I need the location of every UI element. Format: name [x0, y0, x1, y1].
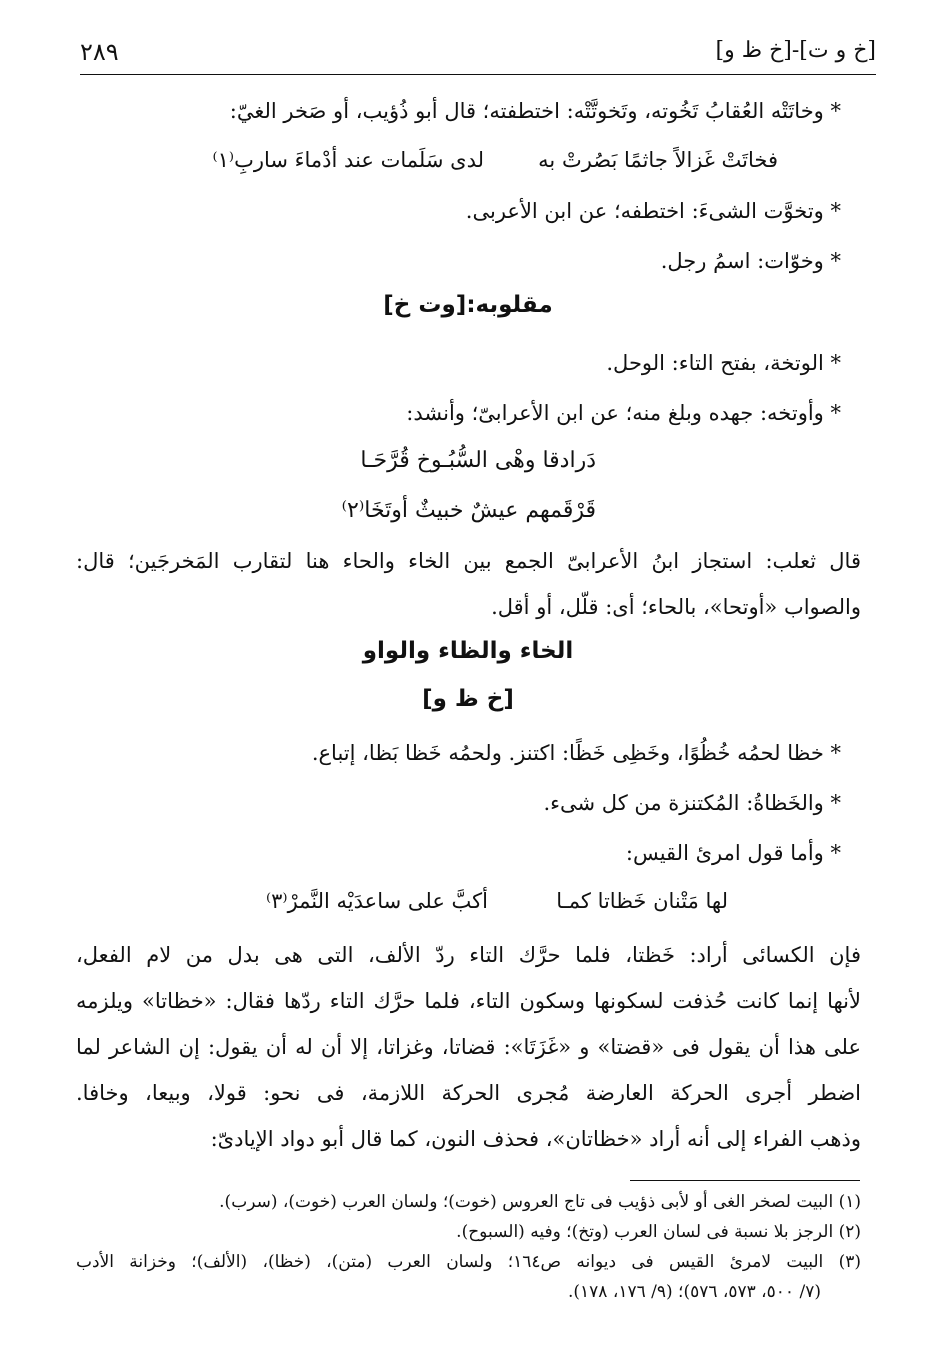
rajaz-line-2: قَرْقَمهم عيشٌ خبيثٌ أوتَخَا⁽٢⁾	[341, 498, 596, 523]
heading-maqlub: مقلوبه:[وت خ]	[383, 292, 553, 318]
entry-line-2: * وتخوَّت الشىءَ: اختطفه؛ عن ابن الأعربى.	[465, 199, 841, 223]
rajaz-line-1: دَرادقا وهْى السُّبُـوخ قُرَّحَـا	[360, 448, 596, 473]
footnote-1: (١) البيت لصخر الغى أو لأبى ذؤيب فى تاج العروس (خوت)؛ ولسان العرب (خوت)، (سرب).	[219, 1192, 861, 1212]
verse-2-hemistich-1: لها مَتْنان خَظاتا كمـا	[556, 889, 728, 913]
paragraph-line-3: فإن الكسائى أراد: خَظتا، فلما حرَّك التاء ردّ الألف، التى هى بدل من لام الفعل،	[76, 943, 861, 967]
entry-line-8: * وأما قول امرئ القيس:	[625, 841, 841, 865]
footnote-3-line-1: (٣) البيت لامرئ القيس فى ديوانه ص١٦٤؛ ولسان العرب (متن)، (خظا)، (الألف)؛ وخزانة الأدب	[76, 1252, 861, 1272]
verse-2-hemistich-2: أكبَّ على ساعدَيْه النَّمرْ⁽٣⁾	[265, 889, 488, 913]
paragraph-line-2: والصواب «أوتحا»، بالحاء؛ أى: قلّل، أو أقل.	[491, 595, 861, 619]
root-heading: [خ ظ و]	[422, 686, 514, 712]
entry-line-3: * وخوّات: اسمُ رجل.	[660, 249, 841, 273]
entry-line-5: * وأوتخه: جهده وبلغ منه؛ عن ابن الأعرابىّ؛ وأنشد:	[406, 401, 841, 425]
entry-line-6: * خظا لحمُه خُظُوًا، وخَظِى خَظًا: اكتنز. ولحمُه خَظا بَظا، إتباع.	[311, 741, 841, 765]
verse-1-hemistich-1: فخاتَتْ غَزالاً جاثمًا بَصُرتْ به	[538, 148, 778, 172]
paragraph-line-7: وذهب الفراء إلى أنه أراد «خظاتان»، فحذف النون، كما قال أبو دواد الإيادىّ:	[210, 1127, 861, 1151]
entry-line-1: * وخاتَتْه العُقابُ تَخُوته، وتَخوتَّتْه: اختطفته؛ قال أبو ذُؤيب، أو صَخر الغيّ:	[229, 99, 841, 123]
footnote-rule	[630, 1180, 860, 1181]
footnote-2: (٢) الرجز بلا نسبة فى لسان العرب (وتخ)؛ وفيه (السبوح).	[456, 1222, 861, 1242]
paragraph-line-4: لأنها إنما كانت حُذفت لسكونها وسكون التاء، فلما حرَّك التاء ردّها فقال: «خظاتا» ويلزمه	[76, 989, 861, 1013]
entry-line-7: * والخَظاةُ: المُكتنزة من كل شىء.	[543, 791, 841, 815]
paragraph-line-1: قال ثعلب: استجاز ابنُ الأعرابىّ الجمع بين الخاء والحاء هنا لتقارب المَخرجَين؛ قال:	[76, 549, 861, 573]
entry-line-4: * الوتخة، بفتح التاء: الوحل.	[606, 351, 841, 375]
paragraph-line-5: على هذا أن يقول فى «قضتا» و «غَزَتَا»: قضاتا، وغزاتا، إلا أن له أن يقول: إن الشاعر لما	[76, 1035, 861, 1059]
verse-1-hemistich-2: لدى سَلَمات عند أدْماءَ ساربِ⁽١⁾	[212, 148, 484, 172]
running-head: [خ و ت]-[خ ظ و]	[715, 38, 876, 63]
footnote-3-line-2: (٧/ ٥٠٠، ٥٧٣، ٥٧٦)؛ (٩/ ١٧٦، ١٧٨).	[567, 1282, 821, 1302]
section-heading: الخاء والظاء والواو	[362, 638, 574, 664]
paragraph-line-6: اضطر أجرى الحركة العارضة مُجرى الحركة اللازمة، فى نحو: قولا، وبيعا، وخافا.	[76, 1081, 861, 1105]
page-header	[80, 34, 876, 75]
page-number: ٢٨٩	[80, 38, 119, 66]
